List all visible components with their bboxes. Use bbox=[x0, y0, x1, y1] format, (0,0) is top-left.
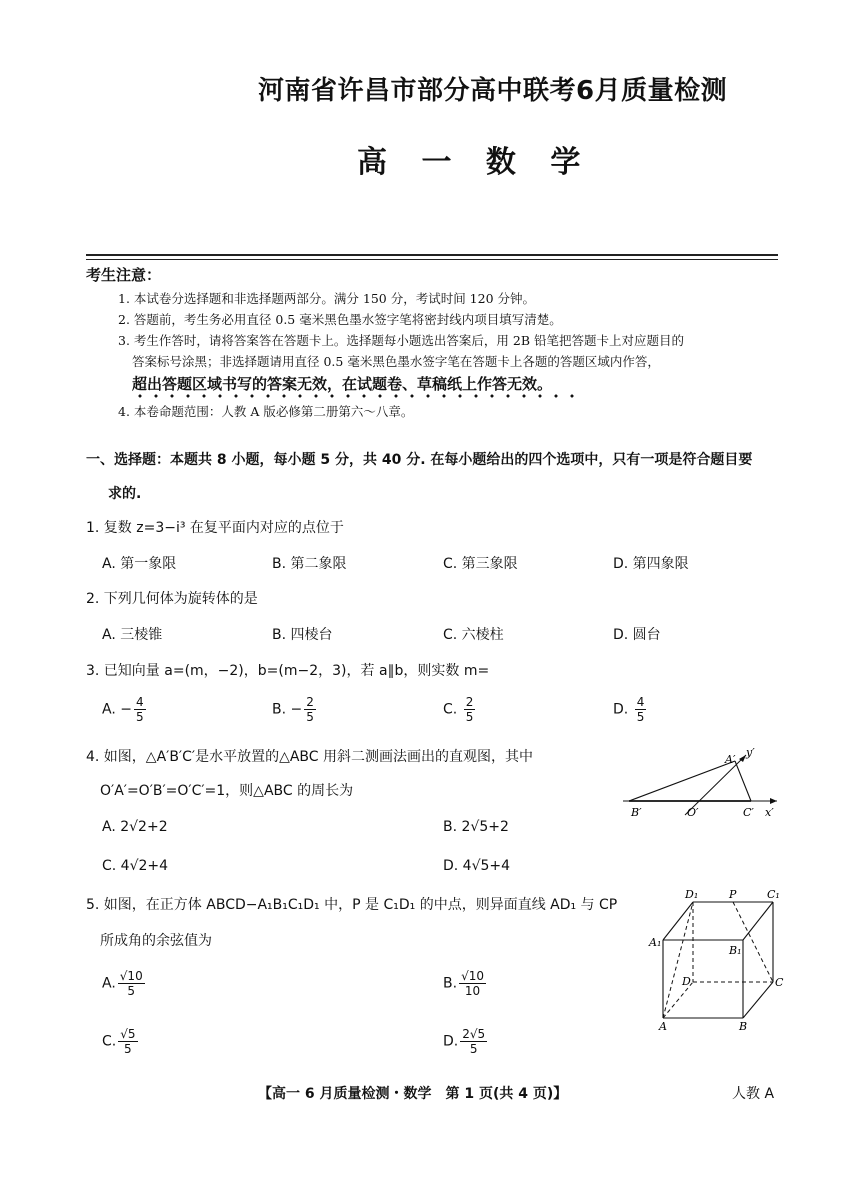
header-rule-thick bbox=[86, 254, 778, 256]
fraction-numerator: 2 bbox=[306, 695, 314, 709]
notice-item: 答案标号涂黑；非选择题请用直径 0.5 毫米黑色墨水签字笔在答题卡上各题的答题区域内作答， bbox=[132, 354, 660, 369]
q3-option-c bbox=[443, 696, 475, 723]
label-y: y′ bbox=[746, 746, 755, 759]
fraction-denominator: 5 bbox=[124, 1042, 132, 1056]
subject-title: 高 一 数 学 bbox=[357, 145, 593, 180]
exam-title: 河南省许昌市部分高中联考6月质量检测 bbox=[258, 76, 728, 106]
label-p: P bbox=[729, 888, 737, 901]
fraction bbox=[459, 970, 486, 997]
fraction bbox=[464, 696, 476, 723]
fraction-denominator: 5 bbox=[469, 1042, 478, 1056]
q5-option-a bbox=[102, 970, 145, 997]
label-x: x′ bbox=[765, 806, 774, 819]
option-label: A. bbox=[102, 701, 116, 718]
q3-option-a bbox=[102, 696, 146, 723]
segment-p-c bbox=[733, 902, 773, 982]
edge-b1-c1 bbox=[743, 902, 773, 940]
edge-b-c bbox=[743, 982, 773, 1018]
label-b: B bbox=[739, 1020, 748, 1033]
label-a: A′ bbox=[725, 753, 736, 766]
q4-option-c: C. 4√2+4 bbox=[102, 858, 169, 874]
fraction-numerator: 2 bbox=[465, 695, 474, 709]
fraction bbox=[635, 696, 647, 723]
q5-option-b bbox=[443, 970, 486, 997]
notice-item: 4. 本卷命题范围：人教 A 版必修第二册第六～八章。 bbox=[118, 404, 414, 419]
label-b: B′ bbox=[631, 806, 642, 819]
fraction-denominator: 5 bbox=[465, 710, 474, 724]
label-a: A bbox=[659, 1020, 667, 1033]
question-1-stem: 1. 复数 z=3−i³ 在复平面内对应的点位于 bbox=[86, 520, 344, 536]
question-4-stem: 4. 如图，△A′B′C′是水平放置的△ABC 用斜二测画法画出的直观图，其中 bbox=[86, 749, 533, 765]
q3-option-b bbox=[272, 696, 316, 723]
q3-option-d bbox=[613, 696, 646, 723]
notice-item: 3. 考生作答时，请将答案答在答题卡上。选择题每小题选出答案后，用 2B 铅笔把答题卡上对应题目的 bbox=[118, 333, 684, 348]
fraction bbox=[118, 970, 145, 997]
q5-cube-figure bbox=[645, 888, 785, 1033]
notice-item: 1. 本试卷分选择题和非选择题两部分。满分 150 分，考试时间 120 分钟。 bbox=[118, 291, 536, 306]
emphasis-dots bbox=[132, 394, 582, 398]
question-3-stem: 3. 已知向量 a=(m，−2)，b=(m−2，3)，若 a∥b，则实数 m= bbox=[86, 663, 490, 679]
section-heading: 一、选择题：本题共 8 小题，每小题 5 分，共 40 分. 在每小题给出的四个选项中，只有一项是符合题目要 bbox=[86, 452, 753, 468]
q1-option-b: B. 第二象限 bbox=[272, 556, 347, 572]
fraction-denominator: 10 bbox=[464, 984, 481, 998]
fraction-denominator: 5 bbox=[135, 710, 144, 724]
label-d: D bbox=[682, 975, 691, 988]
option-sign: − bbox=[120, 701, 132, 718]
notice-emphasis: 超出答题区域书写的答案无效，在试题卷、草稿纸上作答无效。 bbox=[132, 375, 553, 393]
notice-item: 2. 答题前，考生务必用直径 0.5 毫米黑色墨水签字笔将密封线内项目填写清楚。 bbox=[118, 312, 562, 327]
question-5-stem-cont: 所成角的余弦值为 bbox=[100, 933, 212, 949]
fraction-denominator: 5 bbox=[127, 984, 136, 998]
fraction bbox=[118, 1028, 137, 1055]
label-a1: A₁ bbox=[649, 936, 662, 949]
option-label: B. bbox=[272, 701, 287, 718]
q2-option-d: D. 圆台 bbox=[613, 627, 661, 643]
label-c: C′ bbox=[743, 806, 754, 819]
section-heading-cont: 求的. bbox=[108, 486, 142, 502]
option-label: A. bbox=[102, 975, 116, 992]
option-sign: − bbox=[290, 701, 303, 718]
q4-oblique-figure bbox=[615, 745, 785, 825]
q1-option-a: A. 第一象限 bbox=[102, 556, 177, 572]
question-2-stem: 2. 下列几何体为旋转体的是 bbox=[86, 591, 258, 607]
q1-option-c: C. 第三象限 bbox=[443, 556, 518, 572]
q4-option-d: D. 4√5+4 bbox=[443, 858, 511, 874]
option-label: C. bbox=[443, 701, 458, 718]
fraction-numerator: √5 bbox=[120, 1027, 136, 1041]
q4-option-a: A. 2√2+2 bbox=[102, 819, 168, 835]
question-4-stem-cont: O′A′=O′B′=O′C′=1，则△ABC 的周长为 bbox=[100, 783, 354, 799]
label-c: C bbox=[775, 976, 784, 989]
option-label: B. bbox=[443, 975, 458, 992]
side-a-c bbox=[735, 761, 751, 801]
fraction-numerator: √10 bbox=[461, 969, 484, 983]
edition-label: 人教 A bbox=[732, 1086, 775, 1102]
notice-heading: 考生注意： bbox=[86, 266, 162, 284]
header-rule-thin bbox=[86, 259, 778, 260]
q2-option-b: B. 四棱台 bbox=[272, 627, 333, 643]
option-label: D. bbox=[443, 1033, 459, 1050]
fraction-numerator: √10 bbox=[119, 969, 143, 983]
label-d1: D₁ bbox=[685, 888, 699, 901]
fraction-numerator: 4 bbox=[636, 695, 645, 709]
label-c1: C₁ bbox=[767, 888, 780, 901]
fraction bbox=[460, 1028, 487, 1055]
fraction-numerator: 4 bbox=[135, 695, 144, 709]
q2-option-c: C. 六棱柱 bbox=[443, 627, 504, 643]
fraction bbox=[304, 696, 316, 723]
q5-option-c bbox=[102, 1028, 138, 1055]
q2-option-a: A. 三棱锥 bbox=[102, 627, 163, 643]
page-footer: 【高一 6 月质量检测・数学 第 1 页(共 4 页)】 bbox=[258, 1086, 568, 1102]
label-o: O′ bbox=[687, 806, 699, 819]
fraction-denominator: 5 bbox=[306, 710, 314, 724]
fraction-numerator: 2√5 bbox=[462, 1027, 486, 1041]
option-label: C. bbox=[102, 1033, 117, 1050]
fraction bbox=[134, 696, 146, 723]
q4-option-b: B. 2√5+2 bbox=[443, 819, 509, 835]
q1-option-d: D. 第四象限 bbox=[613, 556, 689, 572]
q5-option-d bbox=[443, 1028, 487, 1055]
fraction-denominator: 5 bbox=[636, 710, 645, 724]
question-5-stem: 5. 如图，在正方体 ABCD−A₁B₁C₁D₁ 中，P 是 C₁D₁ 的中点，则异面直线 AD₁ 与 CP bbox=[86, 897, 618, 913]
option-label: D. bbox=[613, 701, 629, 718]
label-b1: B₁ bbox=[729, 944, 742, 957]
x-axis-arrow bbox=[770, 798, 777, 804]
